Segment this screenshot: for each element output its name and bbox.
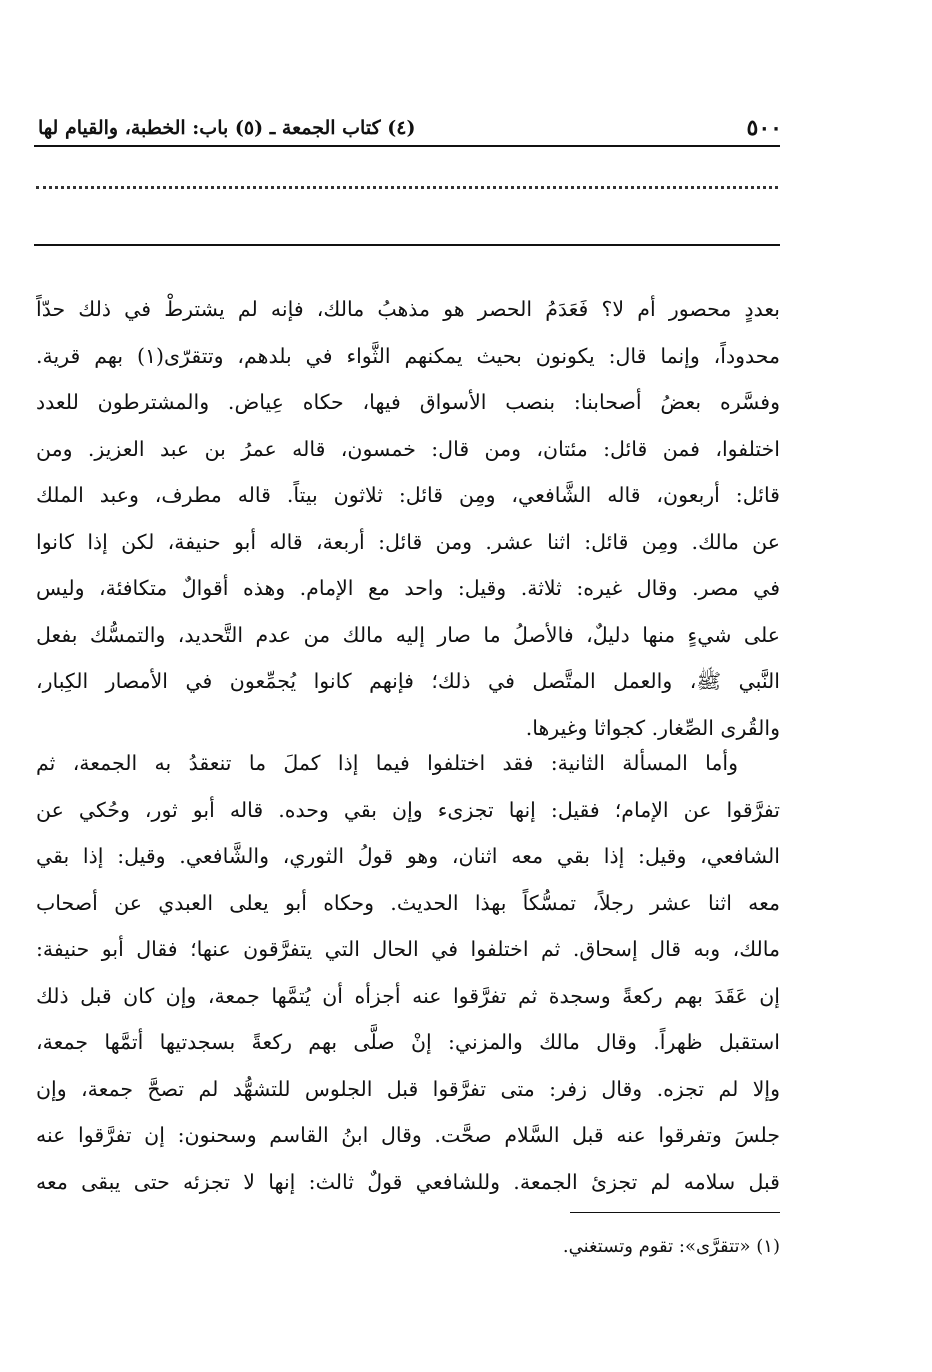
text-line: في مصر. وقال غيره: ثلاثة. وقيل: واحد مع الإمام. وهذه أقوالٌ متكافئة، وليس xyxy=(36,576,780,600)
text-line: مالك، وبه قال إسحاق. ثم اختلفوا في الحال التي يتفرَّقون عنها؛ فقال أبو حنيفة: xyxy=(36,937,780,961)
omission-dotted-line xyxy=(36,186,778,209)
page-number: ٥٠٠ xyxy=(746,115,782,141)
text-line: عن مالك. ومِن قائل: اثنا عشر. ومن قائل: أربعة، قاله أبو حنيفة، لكن إذا كانوا xyxy=(36,529,780,554)
text-line: إن عَقَدَ بهم ركعةً وسجدة ثم تفرَّقوا عنه أجزأه أن يُتمَّها جمعة، وإن كان قبل ذلك xyxy=(36,983,780,1008)
header-rule xyxy=(34,145,780,147)
page-header xyxy=(38,110,782,146)
text-line: معه اثنا عشر رجلاً، تمسُّكاً بهذا الحديث. وحكاه أبو يعلى العبدي عن أصحاب xyxy=(36,890,780,915)
text-line: قبل سلامه لم تجزئ الجمعة. وللشافعي قولٌ ثالث: إنها لا تجزئه حتى يبقى معه xyxy=(36,1169,780,1194)
text-line: النَّبي ﷺ، والعمل المتَّصل في ذلك؛ فإنهم كانوا يُجمِّعون في الأمصار الكِبار، xyxy=(36,669,780,693)
text-line: الشافعي، وقيل: إذا بقي معه اثنان، وهو قولُ الثوري، والشَّافعي. وقيل: إذا بقي xyxy=(36,844,780,868)
section-rule xyxy=(34,244,780,246)
text-line: استقبل ظهراً. وقال مالك والمزني: إنْ صلَّى بهم ركعةً بسجدتيها أتمَّها جمعة، xyxy=(36,1030,780,1054)
footnote: (١) «تتقرَّى»: تقوم وتستغني. xyxy=(562,1236,780,1257)
text-line: وفسَّره بعضُ أصحابنا: بنصب الأسواق فيها، حكاه عِياض. والمشترطون للعدد xyxy=(36,390,780,414)
paragraph-2 xyxy=(36,740,780,1205)
text-line: جلسَ وتفرقوا عنه قبل السَّلام صحَّت. وقال ابنُ القاسم وسحنون: إن تفرَّقوا عنه xyxy=(36,1123,780,1147)
footnote-rule xyxy=(570,1212,780,1213)
paragraph-1 xyxy=(36,286,780,751)
text-line: محدوداً، وإنما قال: يكونون بحيث يمكنهم الثَّواء في بلدهم، وتتقرّى(١) بهم قرية. xyxy=(36,343,780,368)
text-line: على شيءٍ منها دليلٌ، فالأصلُ ما صار إليه مالك من عدم التَّحديد، والتمسُّك بفعل xyxy=(36,622,780,647)
text-line: قائل: أربعون، قاله الشَّافعي، ومِن قائل: ثلاثون بيتاً. قاله مطرف، وعبد الملك xyxy=(36,483,780,507)
text-line: والقُرى الصِّغار. كجواثا وغيرها. xyxy=(525,715,780,740)
text-line: وإلا لم تجزه. وقال زفر: متى تفرَّقوا قبل الجلوس للتشهُّد لم تصحَّ جمعة، وإن xyxy=(36,1076,780,1101)
text-line: بعددٍ محصور أم لا؟ فَعَدَمُ الحصر هو مذهبُ مالك، فإنه لم يشترطْ في ذلك حدّاً xyxy=(36,297,780,321)
running-title: (٤) كتاب الجمعة ـ (٥) باب: الخطبة، والقيام لها xyxy=(38,117,416,139)
text-line: وأما المسألة الثانية: فقد اختلفوا فيما إذا كملَ ما تنعقدُ به الجمعة، ثم xyxy=(36,751,738,775)
text-line: اختلفوا، فمن قائل: مئتان، ومن قال: خمسون، قاله عمرُ بن عبد العزيز. ومن xyxy=(36,436,780,461)
text-line: تفرَّقوا عن الإمام؛ فقيل: إنها تجزىء وإن بقي وحده. قاله أبو ثور، وحُكي عن xyxy=(36,797,780,822)
